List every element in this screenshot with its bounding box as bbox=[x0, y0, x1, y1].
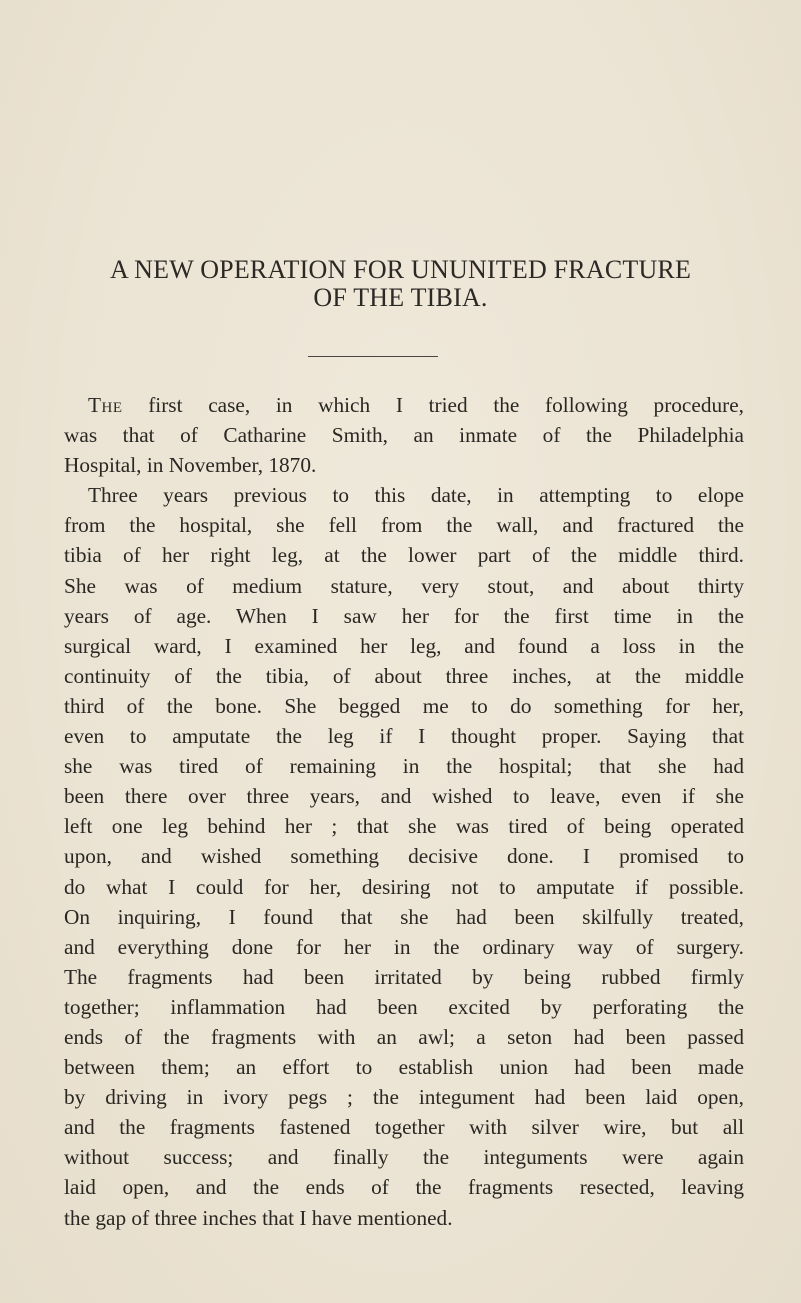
text-line: by driving in ivory pegs ; the integument had been laid open, bbox=[64, 1085, 744, 1110]
text-line: and the fragments fastened together with silver wire, but all bbox=[64, 1115, 744, 1140]
text-line: She was of medium stature, very stout, and about thirty bbox=[64, 573, 744, 598]
text-line bbox=[64, 390, 744, 420]
text-line: laid open, and the ends of the fragments resected, leaving bbox=[64, 1175, 744, 1200]
text-line: without success; and finally the integuments were again bbox=[64, 1145, 744, 1170]
text-line: she was tired of remaining in the hospital; that she had bbox=[64, 754, 744, 779]
text-line: The fragments had been irritated by being rubbed firmly bbox=[64, 964, 744, 989]
title-divider bbox=[308, 356, 438, 357]
text-line: tibia of her right leg, at the lower part of the middle third. bbox=[64, 543, 744, 568]
text-line: surgical ward, I examined her leg, and found a loss in the bbox=[64, 633, 744, 658]
text-line: been there over three years, and wished to leave, even if she bbox=[64, 784, 744, 809]
text-line: do what I could for her, desiring not to amputate if possible. bbox=[64, 874, 744, 899]
text-line: together; inflammation had been excited by perforating the bbox=[64, 994, 744, 1019]
text-line: On inquiring, I found that she had been skilfully treated, bbox=[64, 904, 744, 929]
text-line: ends of the fragments with an awl; a seton had been passed bbox=[64, 1024, 744, 1049]
text-line-content: first case, in which I tried the following procedure, bbox=[122, 393, 744, 417]
text-line: Three years previous to this date, in attempting to elope bbox=[88, 483, 744, 508]
text-line: continuity of the tibia, of about three inches, at the middle bbox=[64, 663, 744, 688]
text-line: left one leg behind her ; that she was tired of being operated bbox=[64, 814, 744, 839]
article-title-line-2: OF THE TIBIA. bbox=[313, 283, 488, 312]
text-line: Hospital, in November, 1870. bbox=[64, 453, 317, 478]
text-line: the gap of three inches that I have mentioned. bbox=[64, 1205, 453, 1230]
text-line: years of age. When I saw her for the first time in the bbox=[64, 603, 744, 628]
article-body bbox=[64, 390, 744, 1233]
text-line: was that of Catharine Smith, an inmate of the Philadelphia bbox=[64, 423, 744, 448]
text-line: between them; an effort to establish union had been made bbox=[64, 1055, 744, 1080]
text-line: third of the bone. She begged me to do something for her, bbox=[64, 693, 744, 718]
text-line: from the hospital, she fell from the wall, and fractured the bbox=[64, 513, 744, 538]
lead-word: The bbox=[88, 393, 123, 417]
text-line: upon, and wished something decisive done. I promised to bbox=[64, 844, 744, 869]
article-title-line-1: A NEW OPERATION FOR UNUNITED FRACTURE bbox=[109, 255, 692, 284]
text-line: and everything done for her in the ordinary way of surgery. bbox=[64, 934, 744, 959]
text-line: even to amputate the leg if I thought proper. Saying that bbox=[64, 724, 744, 749]
